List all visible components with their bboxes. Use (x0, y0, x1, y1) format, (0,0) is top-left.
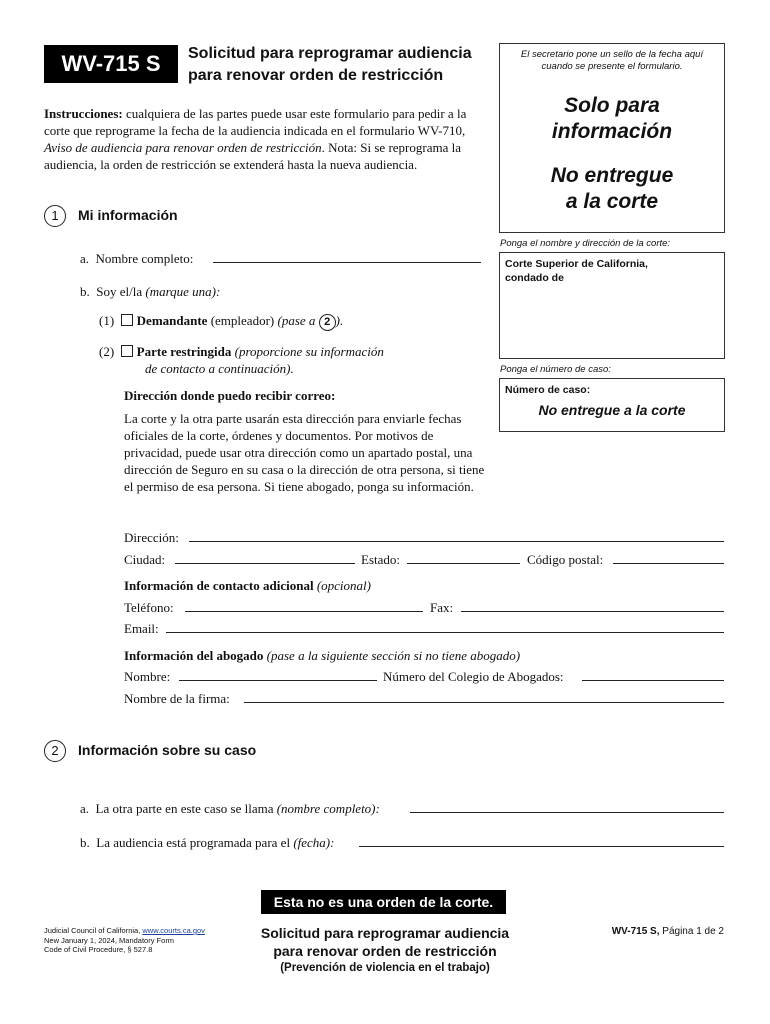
info-only-label (500, 93, 724, 145)
footer-form-id: WV-715 S, (611, 926, 660, 937)
role-question-text: Soy el/la (96, 284, 146, 299)
plaintiff-label: Demandante (136, 313, 208, 328)
full-name-text: Nombre completo: (95, 251, 194, 266)
instructions-form-title: Aviso de audiencia para renovar orden de restricción (44, 140, 322, 155)
section2-number-circle: 2 (44, 740, 66, 762)
lawyer-heading-text: Información del abogado (124, 648, 264, 663)
court-caption: Ponga el nombre y dirección de la corte: (500, 238, 671, 249)
instructions-label: Instrucciones: (44, 106, 123, 121)
footer-page-info (590, 926, 724, 937)
plaintiff-skip-end: ). (335, 313, 344, 328)
fax-field[interactable] (461, 611, 724, 612)
zip-label: Código postal: (527, 552, 604, 567)
section1-number-circle: 1 (44, 205, 66, 227)
clerk-stamp-box (499, 43, 725, 233)
hearing-date-text: La audiencia está programada para el (96, 835, 294, 850)
other-party-text: La otra parte en este caso se llama (95, 801, 277, 816)
lawyer-skip-note: (pase a la siguiente sección si no tiene abogado) (263, 648, 521, 663)
footer-council-text: Judicial Council of California, (44, 926, 143, 935)
state-label: Estado: (361, 552, 400, 567)
firm-name-field[interactable] (244, 702, 724, 703)
footer-title-line2: para renovar orden de restricción (273, 943, 497, 959)
instructions (44, 105, 492, 173)
footer-left (44, 926, 205, 955)
clerk-note (500, 49, 724, 73)
mail-address-explanation: La corte y la otra parte usarán esta dirección para enviarle fechas oficiales de la corte, órdenes y documentos. Por motivos de privacidad, puede usar otra dirección como un apartado postal, una dirección de Seguro en su casa o la dirección de otra persona, si tiene el permiso de esa persona. Si tiene abogado, ponga su información. (124, 411, 485, 494)
hearing-date-label (80, 835, 334, 850)
item-b-label: b. (80, 284, 90, 299)
court-line2: condado de (505, 272, 564, 284)
do-not-deliver-line2: a la corte (565, 190, 659, 213)
role-question (80, 284, 220, 299)
instructions-text2: . Nota: Si se reprograma la audiencia, la orden de restricción se extenderá hasta la nueva audiencia. (44, 140, 461, 172)
restrained-note-line2: de contacto a continuación). (145, 361, 294, 376)
info-only-line2: información (551, 120, 673, 143)
restrained-party-label: Parte restringida (136, 344, 232, 359)
case-number-label: Número de caso: (505, 384, 591, 396)
hearing-date-field[interactable] (359, 846, 724, 847)
footer-council (44, 926, 205, 936)
contact-heading (124, 578, 371, 593)
court-text (505, 257, 724, 285)
form-title (188, 43, 493, 87)
other-party-label (80, 801, 380, 816)
form-title-line2: para renovar orden de restricción (188, 67, 444, 84)
court-line1: Corte Superior de California, (505, 258, 648, 270)
item-a-label: a. (80, 251, 90, 266)
option1-number: (1) (99, 313, 115, 328)
lawyer-name-label: Nombre: (124, 669, 171, 684)
lawyer-heading (124, 648, 520, 663)
city-label: Ciudad: (124, 552, 166, 567)
mail-address-heading: Dirección donde puedo recibir correo: (124, 388, 336, 403)
clerk-note-line2: cuando se presente el formulario. (541, 61, 683, 72)
case-caption: Ponga el número de caso: (500, 364, 611, 375)
email-field[interactable] (166, 632, 724, 633)
state-field[interactable] (407, 563, 520, 564)
option-restrained (99, 344, 384, 359)
full-name-field[interactable] (213, 262, 481, 263)
restrained-party-checkbox[interactable] (121, 345, 133, 357)
full-name-label (80, 251, 193, 266)
hearing-date-note: (fecha): (293, 835, 335, 850)
option-plaintiff (99, 313, 343, 331)
bar-number-label: Número del Colegio de Abogados: (383, 669, 564, 684)
form-id-badge: WV-715 S (44, 45, 178, 83)
plaintiff-checkbox[interactable] (121, 314, 133, 326)
phone-field[interactable] (185, 611, 423, 612)
restrained-note-line1: (proporcione su información (231, 344, 384, 359)
courts-website-link[interactable]: www.courts.ca.gov (142, 926, 205, 935)
plaintiff-employer-text: (empleador) (207, 313, 278, 328)
phone-label: Teléfono: (124, 600, 174, 615)
city-field[interactable] (175, 563, 355, 564)
item2b-label: b. (80, 835, 90, 850)
court-box[interactable] (499, 252, 725, 359)
clerk-note-line1: El secretario pone un sello de la fecha aquí (520, 49, 704, 60)
address-field[interactable] (189, 541, 724, 542)
skip-to-section2-circle: 2 (319, 314, 336, 331)
do-not-deliver-line1: No entregue (550, 164, 674, 187)
item2a-label: a. (80, 801, 90, 816)
case-number-value: No entregue a la corte (538, 402, 686, 418)
case-box[interactable] (499, 378, 725, 432)
zip-field[interactable] (613, 563, 724, 564)
other-party-name-field[interactable] (410, 812, 724, 813)
contact-heading-text: Información de contacto adicional (124, 578, 314, 593)
lawyer-name-field[interactable] (179, 680, 377, 681)
info-only-line1: Solo para (564, 94, 660, 117)
role-question-note: (marque una): (145, 284, 221, 299)
bar-number-field[interactable] (582, 680, 724, 681)
footer-title (230, 924, 540, 976)
footer-page-number: Página 1 de 2 (659, 926, 724, 937)
do-not-deliver-label (500, 163, 724, 215)
section1-title: Mi información (78, 207, 178, 223)
address-label: Dirección: (124, 530, 179, 545)
firm-name-label: Nombre de la firma: (124, 691, 230, 706)
other-party-note: (nombre completo): (276, 801, 380, 816)
section2-title: Información sobre su caso (78, 742, 257, 758)
not-court-order-banner: Esta no es una orden de la corte. (261, 890, 506, 914)
footer-revised: New January 1, 2024, Mandatory Form (44, 935, 175, 945)
fax-label: Fax: (430, 600, 454, 615)
plaintiff-skip-note: (pase a (277, 313, 319, 328)
footer-title-line1: Solicitud para reprogramar audiencia (260, 925, 510, 941)
contact-optional-note: (opcional) (313, 578, 371, 593)
footer-code: Code of Civil Procedure, § 527.8 (44, 945, 153, 954)
option2-number: (2) (99, 344, 115, 359)
instructions-text1: cualquiera de las partes puede usar este formulario para pedir a la corte que reprograme la fecha de la audiencia indicada en el formulario WV-710, (44, 106, 467, 138)
email-label: Email: (124, 621, 159, 636)
footer-subtitle: (Prevención de violencia en el trabajo) (280, 962, 490, 974)
form-title-line1: Solicitud para reprogramar audiencia (188, 45, 472, 62)
